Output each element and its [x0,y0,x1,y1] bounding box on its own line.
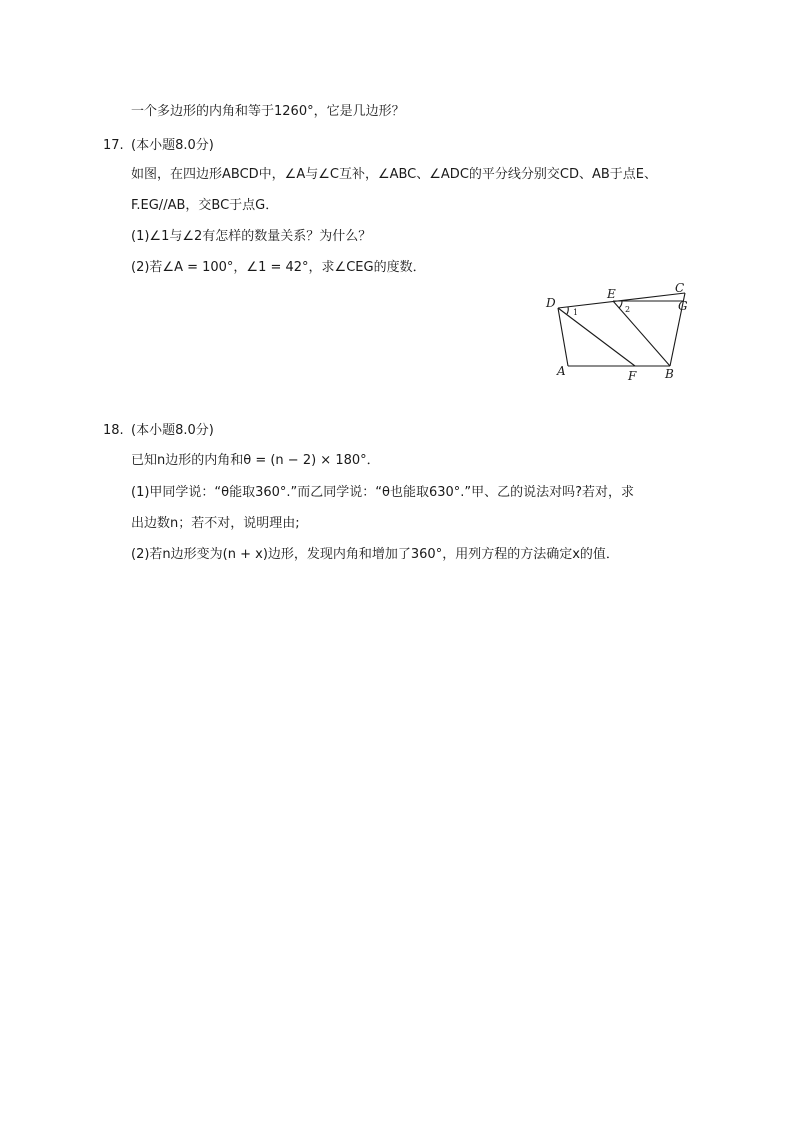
q18-part1-line1: (1)甲同学说：“θ能取360°.”而乙同学说：“θ也能取630°.”甲、乙的说法对吗?若对，求 [131,485,635,500]
q18-stem: 已知n边形的内角和θ = (n − 2) × 180°． [131,453,380,468]
label-C: C [675,281,685,295]
q18-part1-line2: 出边数n；若不对，说明理由; [131,516,300,531]
q18-header: (本小题8.0分) [131,423,214,438]
q17-figure [538,276,698,388]
label-F: F [628,369,637,383]
segment-DF [558,308,635,366]
label-angle-1: 1 [573,308,579,317]
label-A: A [557,364,566,378]
q17-number: 17. [103,138,124,153]
q17-part1: (1)∠1与∠2有怎样的数量关系？为什么？ [131,229,372,244]
q18-part2: (2)若n边形变为(n + x)边形，发现内角和增加了360°，用列方程的方法确定x的值． [131,547,619,562]
angle-2-arc [619,301,622,308]
q16-text: 一个多边形的内角和等于1260°，它是几边形？ [131,104,405,119]
label-D: D [546,296,556,310]
angle-1-arc [567,307,568,314]
q17-stem-line1: 如图，在四边形ABCD中，∠A与∠C互补，∠ABC、∠ADC的平分线分别交CD、AB于点E、 [131,167,658,182]
label-E: E [607,287,616,301]
label-B: B [665,367,674,381]
quadrilateral-diagram [538,276,698,388]
segment-AD [558,308,568,366]
label-G: G [678,299,688,313]
q18-number: 18. [103,423,124,438]
q17-header: (本小题8.0分) [131,138,214,153]
q17-part2: (2)若∠A = 100°，∠1 = 42°，求∠CEG的度数． [131,260,426,275]
q17-stem-line2: F.EG//AB，交BC于点G． [131,198,279,213]
label-angle-2: 2 [625,305,631,314]
